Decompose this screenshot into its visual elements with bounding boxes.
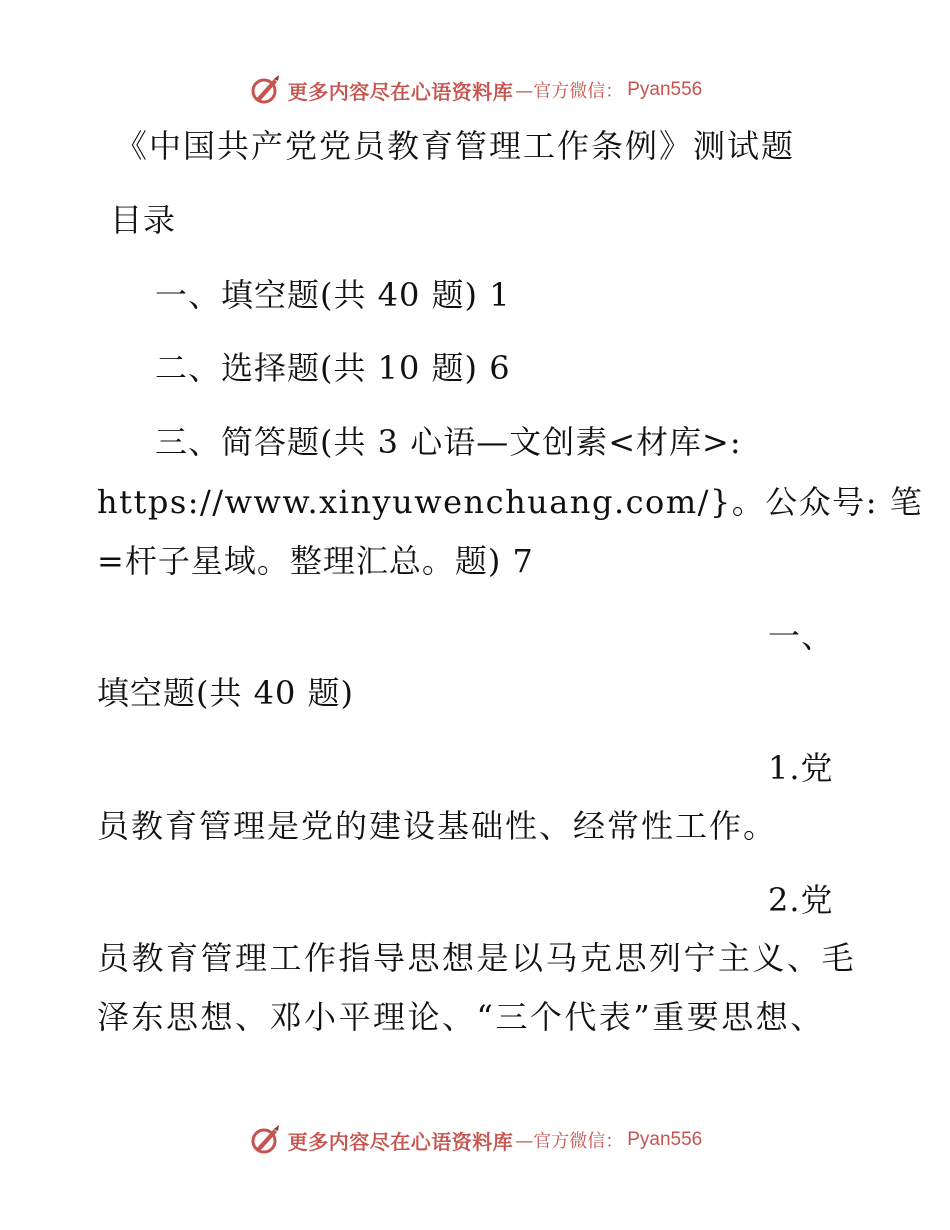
question-1-text: 员教育管理是党的建设基础性、经常性工作。 xyxy=(97,807,778,845)
quill-logo-icon xyxy=(248,73,282,107)
question-2-text-line2: 泽东思想、邓小平理论、“三个代表”重要思想、 xyxy=(97,998,825,1036)
watermark-text: 更多内容尽在心语资料库 xyxy=(287,1129,514,1154)
watermark-header xyxy=(0,70,950,110)
watermark-wechat-label: —官方微信： xyxy=(515,81,624,102)
toc-item-short-answer-line3: =杆子星域。整理汇总。题) 7 xyxy=(97,542,534,580)
toc-item-multiple-choice: 二、选择题(共 10 题) 6 xyxy=(155,349,511,387)
question-2-text-line1: 员教育管理工作指导思想是以马克思列宁主义、毛 xyxy=(97,939,857,977)
question-2-number: 2.党 xyxy=(768,881,834,919)
watermark-wechat-id: Pyan556 xyxy=(627,1129,703,1150)
quill-logo-icon xyxy=(248,1123,282,1157)
watermark-wechat-label: —官方微信： xyxy=(515,1131,624,1152)
watermark-wechat-id: Pyan556 xyxy=(627,79,703,100)
toc-item-short-answer-line1: 三、简答题(共 3 心语—文创素<材库>: xyxy=(155,423,742,461)
document-title: 《中国共产党党员教育管理工作条例》测试题 xyxy=(115,127,796,165)
toc-item-short-answer-line2: https://www.xinyuwenchuang.com/}。公众号: 笔 xyxy=(97,483,924,521)
toc-heading: 目录 xyxy=(110,201,177,239)
toc-item-fill-blank: 一、填空题(共 40 题) 1 xyxy=(155,276,511,314)
watermark-footer xyxy=(0,1120,950,1160)
watermark-text: 更多内容尽在心语资料库 xyxy=(287,79,514,104)
question-1-number: 1.党 xyxy=(768,749,834,787)
section1-number: 一、 xyxy=(768,617,835,655)
section1-heading: 填空题(共 40 题) xyxy=(97,674,355,712)
